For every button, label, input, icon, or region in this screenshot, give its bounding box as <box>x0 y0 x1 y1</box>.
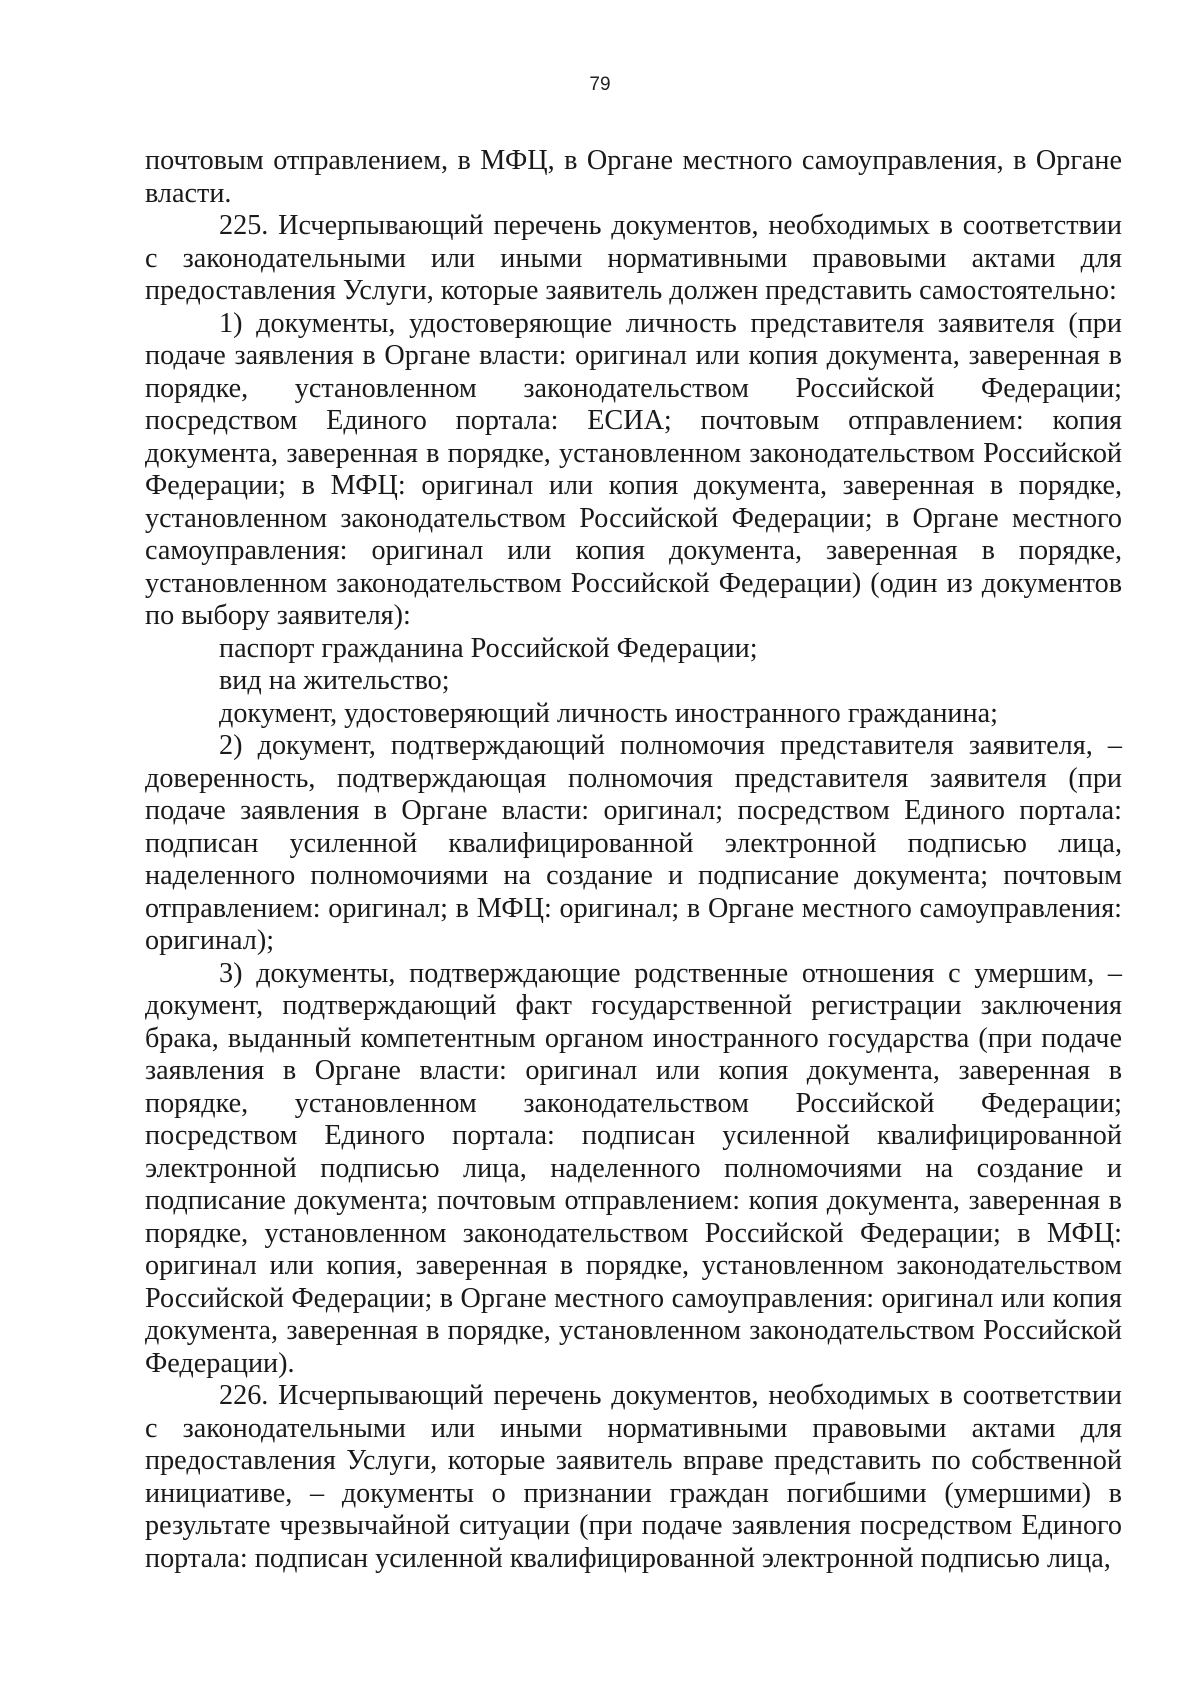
list-item-1: 1) документы, удостоверяющие личность представителя заявителя (при подаче заявления в Органе власти: оригинал или копия документа, заверенная в порядке, установленном законодательством Российской Федерации; посредством Единого портала: ЕСИА; почтовым отправлением: копия документа, заверенная в порядке, установленном законодательством Российской Федерации; в МФЦ: оригинал или копия документа, заверенная в порядке, установленном законодательством Российской Федерации; в Органе местного самоуправления: оригинал или копия документа, заверенная в порядке, установленном законодательством Российской Федерации) (один из документов по выбору заявителя): <box>145 307 1122 631</box>
list-item-2: 2) документ, подтверждающий полномочия представителя заявителя, – доверенность, подтверждающая полномочия представителя заявителя (при подаче заявления в Органе власти: оригинал; посредством Единого портала: подписан усиленной квалифицированной электронной подписью лица, наделенного полномочиями на создание и подписание документа; почтовым отправлением: оригинал; в МФЦ: оригинал; в Органе местного самоуправления: оригинал); <box>145 730 1122 956</box>
document-option-foreign-id: документ, удостоверяющий личность иностранного гражданина; <box>219 697 998 729</box>
document-body <box>145 145 1122 1575</box>
paragraph-226: 226. Исчерпывающий перечень документов, необходимых в соответствии с законодательными или иными нормативными правовыми актами для предоставления Услуги, которые заявитель вправе представить по собственной инициативе, – документы о признании граждан погибшими (умершими) в результате чрезвычайной ситуации (при подаче заявления посредством Единого портала: подписан усиленной квалифицированной электронной подписью лица, <box>145 1380 1122 1574</box>
list-item-3: 3) документы, подтверждающие родственные отношения с умершим, – документ, подтверждающий факт государственной регистрации заключения брака, выданный компетентным органом иностранного государства (при подаче заявления в Органе власти: оригинал или копия документа, заверенная в порядке, установленном законодательством Российской Федерации; посредством Единого портала: подписан усиленной квалифицированной электронной подписью лица, наделенного полномочиями на создание и подписание документа; почтовым отправлением: копия документа, заверенная в порядке, установленном законодательством Российской Федерации; в МФЦ: оригинал или копия, заверенная в порядке, установленном законодательством Российской Федерации; в Органе местного самоуправления: оригинал или копия документа, заверенная в порядке, установленном законодательством Российской Федерации). <box>145 957 1122 1379</box>
paragraph-225: 225. Исчерпывающий перечень документов, необходимых в соответствии с законодательными или иными нормативными правовыми актами для предоставления Услуги, которые заявитель должен представить самостоятельно: <box>145 210 1122 306</box>
document-option-passport: паспорт гражданина Российской Федерации; <box>219 632 758 664</box>
page-number: 79 <box>589 74 611 95</box>
paragraph-continuation: почтовым отправлением, в МФЦ, в Органе местного самоуправления, в Органе власти. <box>145 145 1122 209</box>
document-option-residence-permit: вид на жительство; <box>219 665 450 696</box>
